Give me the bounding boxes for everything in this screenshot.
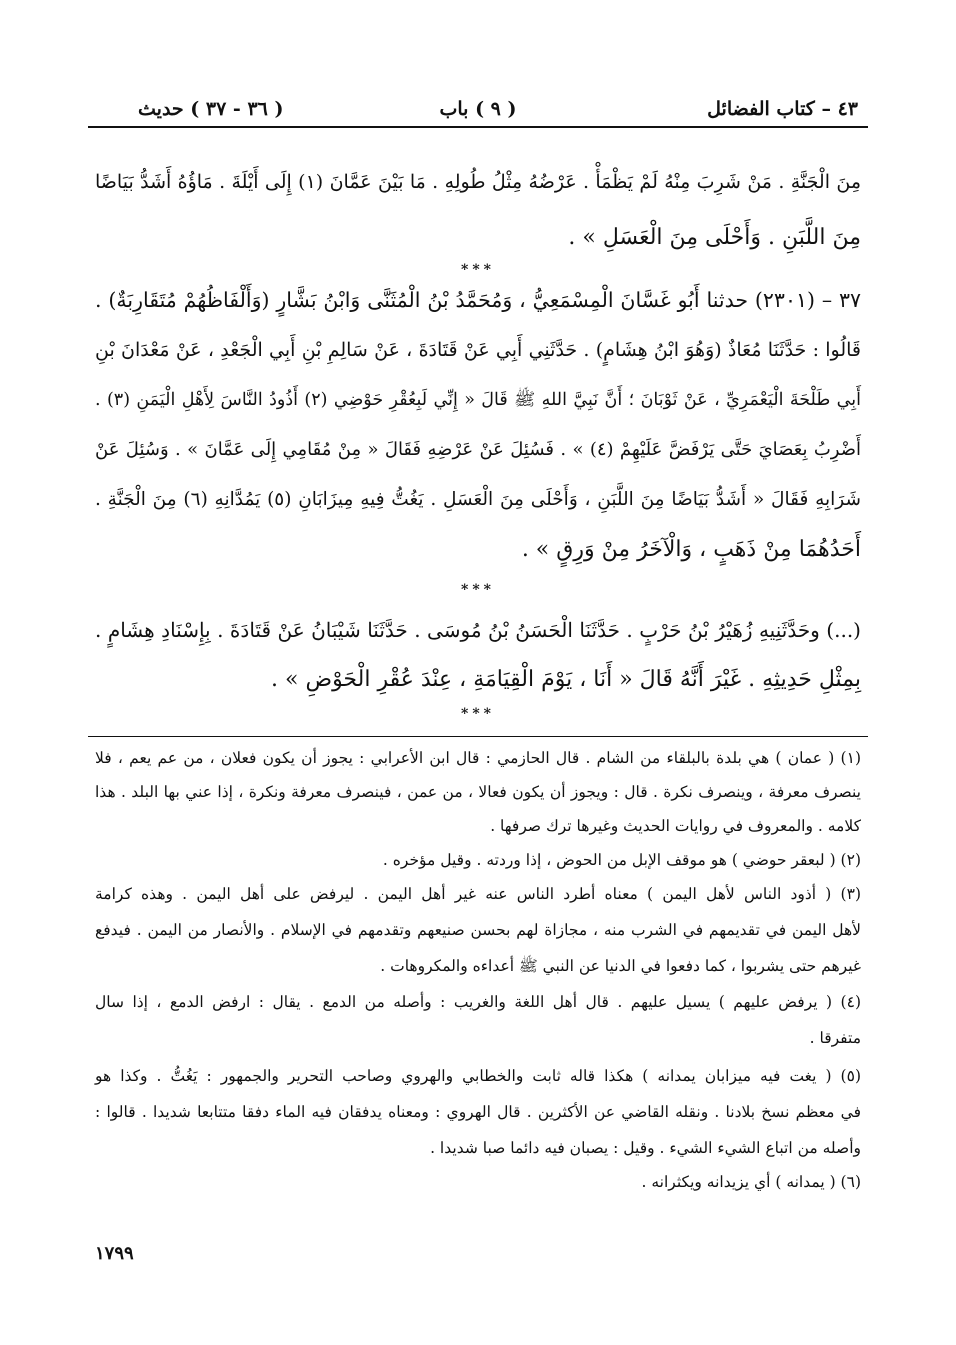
chapter-title: ٤٣ – كتاب الفضائل <box>707 98 858 120</box>
footnote-line: في معظم نسخ بلادنا . ونقله القاضي عن الأكثرين . قال الهروي : ومعناه يدفقان فيه الماء دفقا متتابعا شديدا . قالوا : <box>95 1103 861 1121</box>
footnote-line: (٤) ( يرفض عليهم ) يسيل عليهم . قال أهل اللغة والغريب : وأصله من الدمع . يقال : ارفض الدمع ، إذا سال <box>95 993 861 1011</box>
sub-hadith-line: بِمِثْلِ حَدِيثِهِ . غَيْرَ أَنَّهُ قَالَ « أَنَا ، يَوْمَ الْقِيَامَةِ ، عِنْدَ عُقْرِ الْحَوْضِ » . <box>271 667 861 692</box>
footnote-line: (١) ( عمان ) هي بلدة بالبلقاء من الشام . قال الحازمي : قال ابن الأعرابي : يجوز أن يكون فعلان ، من عم يعم ، فلا <box>95 749 861 767</box>
footnote-line: (٢) ( لبعقر حوضي ) هو موقف الإبل من الحوض ، إذا وردته . وقيل مؤخره . <box>382 851 861 869</box>
footnote-rule <box>88 736 868 737</box>
sub-hadith-line: (...) وحَدَّثَنِيهِ زُهَيْرُ بْنُ حَرْبٍ . حَدَّثَنَا الْحَسَنُ بْنُ مُوسَى . حَدَّثَنَا شَيْبَانُ عَنْ قَتَادَةَ . بِإِسْنَادِ هِشَامٍ . <box>95 618 861 642</box>
footnote-line: (٥) ( يغت فيه ميزابان يمدانه ) هكذا قاله ثابت والخطابي والهروي وصاحب التحرير والجمهور : يَغُتُّ . وكذا هو <box>95 1067 861 1085</box>
text-line: مِنَ الْجَنَّةِ . مَنْ شَرِبَ مِنْهُ لَمْ يَظْمَأْ . عَرْضُهُ مِثْلُ طُولِهِ . مَا بَيْنَ عَمَّانَ (١) إِلَى أَيْلَةَ . مَاؤُهُ أَشَدُّ بَيَاضًا <box>95 171 861 193</box>
footnote-line: (٦) ( يمدانه ) أي يزيدانه ويكثرانه . <box>641 1173 861 1191</box>
hadith-37-line: أَضْرِبُ بِعَصَايَ حَتَّى يَرْفَضَّ عَلَيْهِمْ (٤) » . فَسُئِلَ عَنْ عَرْضِهِ فَقَالَ « مِنْ مُقَامِي إِلَى عَمَّانَ » . وَسُئِلَ عَنْ <box>95 439 861 460</box>
footnote-line: (٣) ( أذود الناس لأهل اليمن ) معناه أطرد الناس عنه غير أهل اليمن . ليرفض على أهل اليمن . وهذه كرامة <box>95 885 861 903</box>
header-rule <box>88 126 868 128</box>
footnote-line: ينصرف معرفة ، وينصرف نكرة . قال : ويجوز أن يكون فعالا ، من عمن ، فينصرف معرفة ونكرة ، إذا عني بها البلد . هذا <box>95 783 861 801</box>
separator-stars: *** <box>461 262 495 278</box>
footnote-line: غيرهم حتى يشربوا ، كما دفعوا في الدنيا عن النبي ﷺ أعداءه والمكروهات . <box>380 957 861 975</box>
hadith-37-line: قَالُوا : حَدَّثَنَا مُعَاذٌ (وَهُوَ ابْنُ هِشَامٍ) . حَدَّثَنِي أَبِي عَنْ قَتَادَةَ ، عَنْ سَالِمِ بْنِ أَبِي الْجَعْدِ ، عَنْ مَعْدَانَ بْنِ <box>95 339 861 361</box>
footnote-line: كلامه . والمعروف في روايات الحديث وغيرها ترك صرفها . <box>490 817 861 835</box>
footnote-line: وأصله من اتباع الشيء الشيء . وقيل : يصبان فيه دائما صبا شديدا . <box>430 1139 861 1157</box>
hadith-range: ( ٣٦ - ٣٧ ) حديث <box>138 98 284 120</box>
hadith-37-line: ٣٧ – (٢٣٠١) حدثنا أَبُو غَسَّانَ الْمِسْمَعِيُّ ، وَمُحَمَّدُ بْنُ الْمُثَنَّى وَابْنُ بَشَّارٍ (وَأَلْفَاظُهُمْ مُتَقَارِبَةٌ) . <box>95 288 862 312</box>
hadith-37-line: شَرَابِهِ فَقَالَ « أَشَدُّ بَيَاضًا مِنَ اللَّبَنِ ، وَأَحْلَى مِنَ الْعَسَلِ . يَغُتُّ فِيهِ مِيزَابَانِ (٥) يَمُدَّانِهِ (٦) مِنَ الْجَنَّةِ . <box>95 489 861 510</box>
text-line: مِنَ اللَّبَنِ . وَأَحْلَى مِنَ الْعَسَلِ » . <box>568 225 861 250</box>
page-number: ١٧٩٩ <box>95 1243 134 1264</box>
footnote-line: لأهل اليمن في تقديمهم في الشرب منه ، مجازاة لهم بحسن صنيعهم وتقدمهم في الإسلام . والأنصار من اليمن . فيدفع <box>95 921 861 939</box>
footnote-line: متفرقا . <box>809 1029 861 1047</box>
separator-stars: *** <box>461 582 495 598</box>
bab-label: ( ٩ ) باب <box>439 98 517 120</box>
running-header <box>88 92 868 128</box>
hadith-37-line: أَحَدُهُمَا مِنْ ذَهَبٍ ، وَالْآخَرُ مِنْ وَرِقٍ » . <box>521 537 861 562</box>
hadith-37-line: أَبِي طَلْحَةَ الْيَعْمَرِيِّ ، عَنْ ثَوْبَانَ ؛ أَنَّ نَبِيَّ اللهِ ﷺ قَالَ « إِنِّي لَبِعُقْرِ حَوْضِي (٢) أَذُودُ النَّاسَ لِأَهْلِ الْيَمَنِ (٣) . <box>95 390 861 410</box>
separator-stars: *** <box>461 706 495 722</box>
